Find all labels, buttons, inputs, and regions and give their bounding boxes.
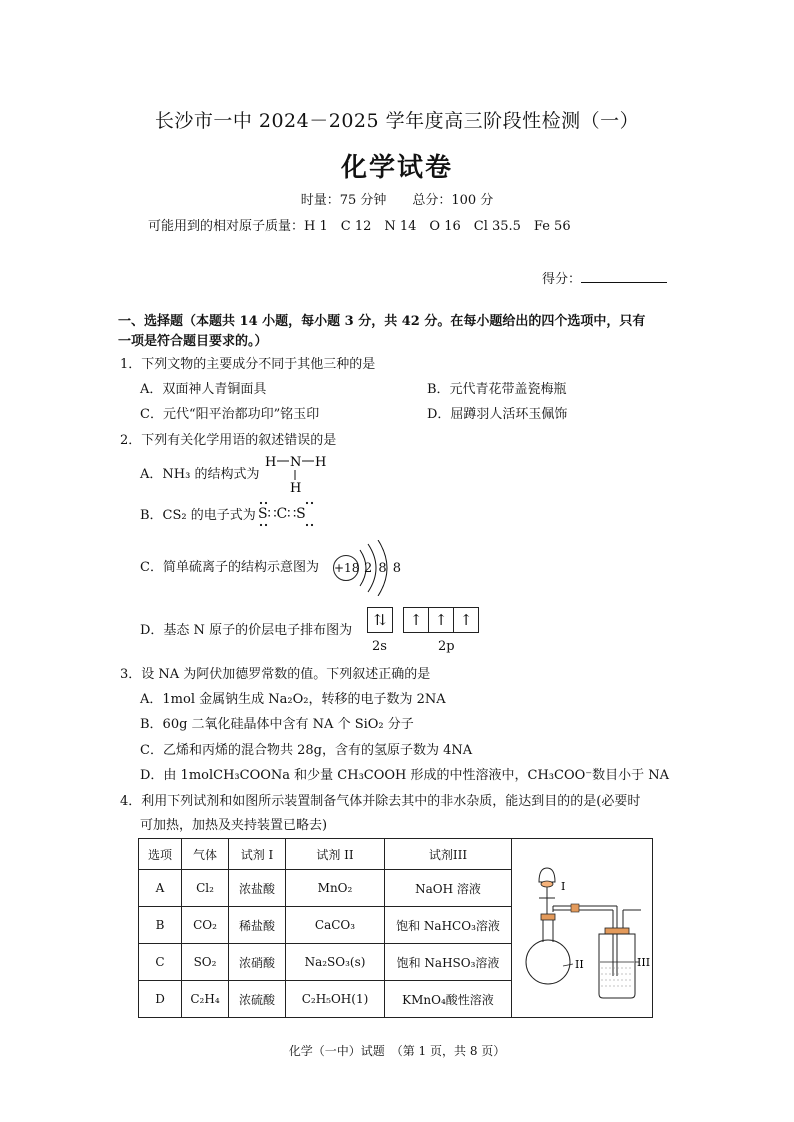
table-cell: C₂H₄ — [182, 981, 229, 1018]
score-blank — [581, 270, 667, 283]
q1-option-b: B．元代青花带盖瓷梅瓶 — [427, 382, 567, 397]
q1-option-c: C．元代“阳平治都功印”铭玉印 — [140, 407, 320, 422]
orbital-2p-box-3: ↑ — [454, 607, 479, 633]
table-header-cell: 试剂III — [385, 839, 512, 870]
table-cell: 浓硝酸 — [229, 944, 286, 981]
table-cell: CaCO₃ — [286, 907, 385, 944]
q2-option-d-label: D．基态 N 原子的价层电子排布图为 — [140, 623, 353, 638]
table-header-cell: 选项 — [139, 839, 182, 870]
label-reagent-i: I — [561, 880, 566, 893]
table-cell: SO₂ — [182, 944, 229, 981]
table-cell: KMnO₄酸性溶液 — [385, 981, 512, 1018]
gas-apparatus-diagram — [517, 858, 651, 1018]
cs2-lewis-text: S∷C∷S — [258, 506, 306, 522]
svg-text:N: N — [290, 455, 302, 470]
orbital-2s-label: 2s — [372, 639, 387, 654]
table-cell: Cl₂ — [182, 870, 229, 907]
q2-option-c-label: C．简单硫离子的结构示意图为 — [140, 560, 319, 575]
table-cell: D — [139, 981, 182, 1018]
table-cell: Na₂SO₃(s) — [286, 944, 385, 981]
q2-option-b-label: B．CS₂ 的电子式为 — [140, 508, 256, 523]
score-field — [542, 270, 667, 289]
label-reagent-iii: III — [637, 956, 651, 969]
orbital-2s-box — [367, 607, 393, 633]
table-header-cell: 试剂 II — [286, 839, 385, 870]
nucleus-circle: +18 — [333, 555, 359, 581]
atomic-masses: 可能用到的相对原子质量：H 1 C 12 N 14 O 16 Cl 35.5 Fe 56 — [148, 219, 571, 234]
table-cell: NaOH 溶液 — [385, 870, 512, 907]
table-cell: A — [139, 870, 182, 907]
section-heading-line1: 一、选择题（本题共 14 小题，每小题 3 分，共 42 分。在每小题给出的四个选项中，只有 — [118, 314, 646, 329]
orbital-2p-box-2: ↑ — [429, 607, 454, 633]
q3-option-b: B．60g 二氧化硅晶体中含有 NA 个 SiO₂ 分子 — [140, 717, 414, 732]
q3-option-c: C．乙烯和丙烯的混合物共 28g，含有的氢原子数为 4NA — [140, 743, 473, 758]
exam-title: 长沙市一中 2024－2025 学年度高三阶段性检测（一） — [154, 110, 640, 132]
score-label: 得分： — [542, 272, 582, 287]
nh3-h-left: H — [265, 455, 277, 470]
q1-option-d: D．屈蹲羽人活环玉佩饰 — [427, 407, 568, 422]
table-cell: C₂H₅OH(1) — [286, 981, 385, 1018]
orbital-2p-box-1: ↑ — [403, 607, 429, 633]
q2-stem: 2．下列有关化学用语的叙述错误的是 — [120, 433, 337, 448]
lone-pair-dots — [256, 500, 320, 528]
q3-option-d: D．由 1molCH₃COONa 和少量 CH₃COOH 形成的中性溶液中，CH₃COO⁻数目小于 NA — [140, 768, 670, 783]
table-cell: 浓硫酸 — [229, 981, 286, 1018]
q4-stem-line2: 可加热，加热及夹持装置已略去) — [140, 818, 328, 833]
q1-stem: 1．下列文物的主要成分不同于其他三种的是 — [120, 357, 376, 372]
q3-option-a: A．1mol 金属钠生成 Na₂O₂，转移的电子数为 2NA — [140, 692, 446, 707]
shell-electron-counts: 2 8 8 — [364, 561, 403, 576]
page-footer: 化学（一中）试题 （第 1 页，共 8 页） — [288, 1044, 506, 1058]
nh3-h-right: H — [315, 455, 327, 470]
q1-option-a: A．双面神人青铜面具 — [140, 382, 267, 397]
table-header-cell: 气体 — [182, 839, 229, 870]
table-cell: 浓盐酸 — [229, 870, 286, 907]
table-cell: 饱和 NaHSO₃溶液 — [385, 944, 512, 981]
nh3-structure-formula — [262, 450, 334, 496]
table-cell: C — [139, 944, 182, 981]
subject-title: 化学试卷 — [340, 153, 453, 183]
table-cell: 稀盐酸 — [229, 907, 286, 944]
orbital-2s-arrows: ⇅ — [367, 607, 393, 633]
table-cell: CO₂ — [182, 907, 229, 944]
label-reagent-ii: II — [575, 958, 584, 971]
table-cell: 饱和 NaHCO₃溶液 — [385, 907, 512, 944]
table-cell: B — [139, 907, 182, 944]
table-cell: MnO₂ — [286, 870, 385, 907]
orbital-2p-boxes — [403, 607, 479, 633]
table-header-cell: 试剂 I — [229, 839, 286, 870]
q2-option-a-label: A．NH₃ 的结构式为 — [140, 467, 260, 482]
section-heading-line2: 一项是符合题目要求的。） — [118, 334, 268, 349]
orbital-2p-label: 2p — [438, 639, 455, 654]
q4-stem-line1: 4．利用下列试剂和如图所示装置制备气体并除去其中的非水杂质，能达到目的的是(必要时 — [120, 794, 641, 809]
time-info: 时量：75 分钟 总分：100 分 — [300, 193, 494, 208]
q3-stem: 3．设 NA 为阿伏加德罗常数的值。下列叙述正确的是 — [120, 667, 431, 682]
nh3-h-bottom: H — [290, 481, 302, 496]
